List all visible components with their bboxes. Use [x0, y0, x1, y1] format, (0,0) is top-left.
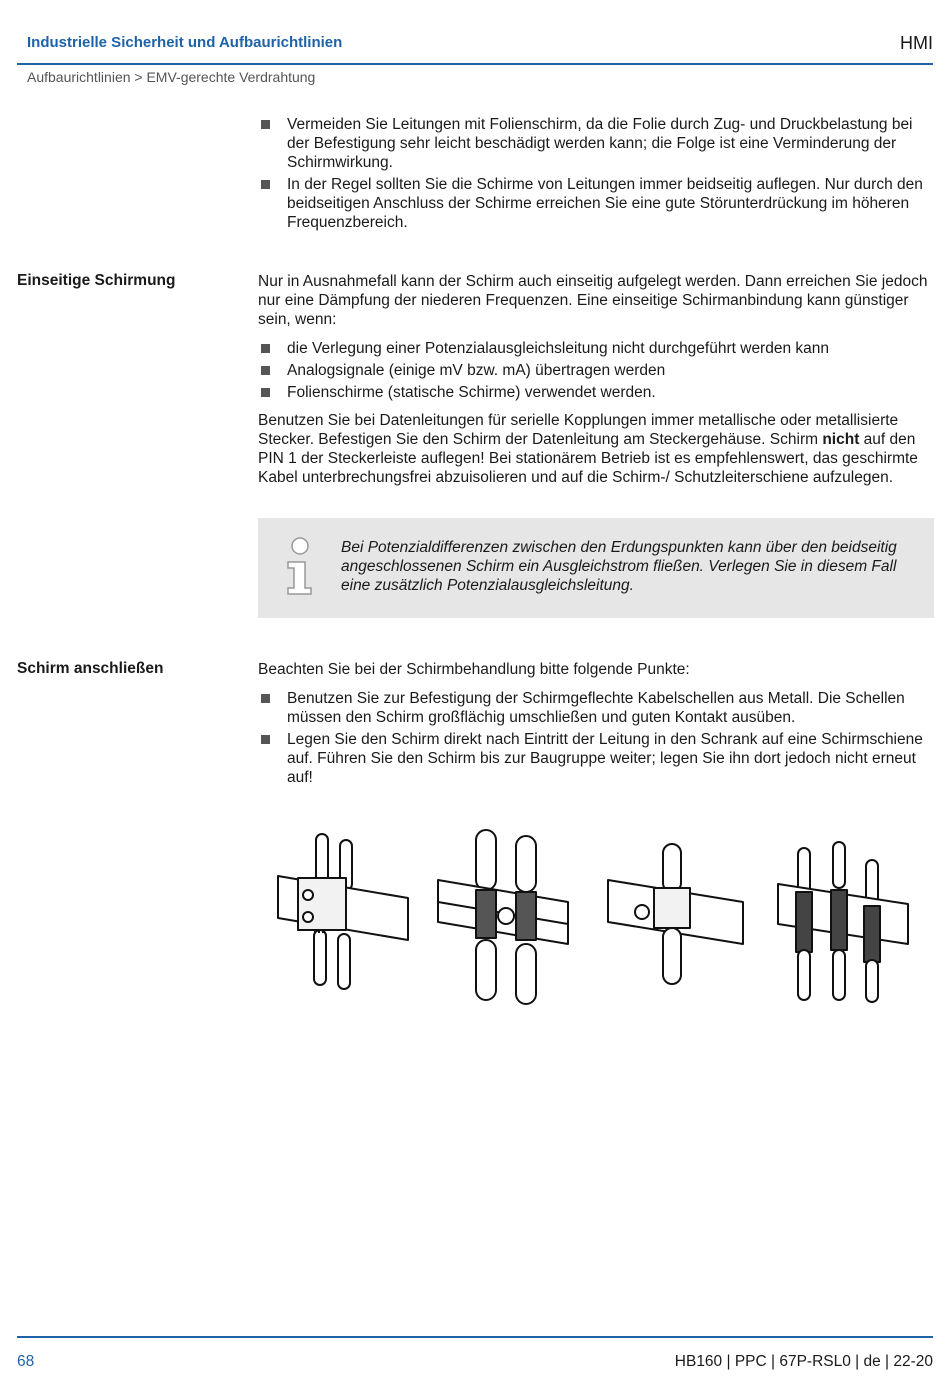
note-text: Bei Potenzialdifferenzen zwischen den Erdungspunkten kann über den beidseitig angeschlossenen Schirm ein Ausgleichstrom fließen. Verlegen Sie in diesem Fall eine zusätzlich Potenzialausgleichsleitung.: [341, 539, 897, 594]
document-title: Industrielle Sicherheit und Aufbaurichtlinien: [27, 34, 343, 51]
clamp-figure-2: [438, 830, 568, 1004]
clamp-figure-3: [608, 844, 743, 984]
list-item: In der Regel sollten Sie die Schirme von Leitungen immer beidseitig auflegen. Nur durch den beidseitigen Anschluss der Schirme erreichen Sie eine gute Störunterdrückung im höheren Frequenzbereich.: [258, 175, 934, 232]
section2-body: [258, 660, 934, 790]
square-bullet-icon: [261, 120, 270, 129]
section-heading-schirm-anschliessen: Schirm anschließen: [17, 660, 164, 677]
section1-body: [258, 272, 934, 497]
document-id: HB160 | PPC | 67P-RSL0 | de | 22-20: [674, 1353, 933, 1370]
section2-intro: Beachten Sie bei der Schirmbehandlung bitte folgende Punkte:: [258, 661, 690, 678]
chapter-label: HMI: [900, 33, 933, 53]
breadcrumb: Aufbaurichtlinien > EMV-gerechte Verdrahtung: [27, 69, 316, 85]
list-item: die Verlegung einer Potenzialausgleichsleitung nicht durchgeführt werden kann: [258, 339, 934, 358]
list-item: Folienschirme (statische Schirme) verwendet werden.: [258, 383, 934, 402]
shield-clamp-illustration: [268, 820, 928, 1020]
list-item: Vermeiden Sie Leitungen mit Folienschirm, da die Folie durch Zug- und Druckbelastung bei der Befestigung sehr leicht beschädigt werden kann; die Folge ist eine Verminderung der Schirmwirkung.: [258, 115, 934, 172]
square-bullet-icon: [261, 735, 270, 744]
square-bullet-icon: [261, 388, 270, 397]
info-icon: [280, 536, 320, 598]
footer-divider: [17, 1336, 933, 1338]
section1-bullet-list: [258, 339, 934, 402]
list-item: Benutzen Sie zur Befestigung der Schirmgeflechte Kabelschellen aus Metall. Die Schellen müssen den Schirm großflächig umschließen und guten Kontakt ausüben.: [258, 689, 934, 727]
intro-bullet-list: [258, 115, 934, 232]
header-divider: [17, 63, 933, 65]
page-number: 68: [17, 1353, 35, 1370]
section1-intro: Nur in Ausnahmefall kann der Schirm auch einseitig aufgelegt werden. Dann erreichen Sie jedoch nur eine Dämpfung der niederen Frequenzen. Eine einseitige Schirmanbindung kann günstiger sein, wenn:: [258, 273, 928, 328]
list-item: Analogsignale (einige mV bzw. mA) übertragen werden: [258, 361, 934, 380]
square-bullet-icon: [261, 344, 270, 353]
info-note-box: [258, 518, 934, 618]
clamp-figure-4: [778, 842, 908, 1002]
section2-bullet-list: [258, 689, 934, 787]
clamp-figure-1: [278, 834, 408, 989]
emphasis-text: nicht: [822, 431, 860, 448]
intro-block: [258, 115, 934, 235]
square-bullet-icon: [261, 694, 270, 703]
list-item: Legen Sie den Schirm direkt nach Eintritt der Leitung in den Schrank auf eine Schirmschiene auf. Führen Sie den Schirm bis zur Baugruppe weiter; legen Sie ihn dort jedoch nicht erneut auf!: [258, 730, 934, 787]
square-bullet-icon: [261, 366, 270, 375]
section-heading-einseitige-schirmung: Einseitige Schirmung: [17, 272, 176, 289]
section1-paragraph: Benutzen Sie bei Datenleitungen für serielle Kopplungen immer metallische oder metallisierte Stecker. Befestigen Sie den Schirm der Datenleitung am Steckergehäuse. Schirm nicht auf den PIN 1 der Steckerleiste auflegen! Bei stationärem Betrieb ist es empfehlenswert, das geschirmte Kabel unterbrechungsfrei abzuisolieren und auf die Schirm-/ Schutzleiterschiene aufzulegen.: [258, 412, 918, 486]
square-bullet-icon: [261, 180, 270, 189]
